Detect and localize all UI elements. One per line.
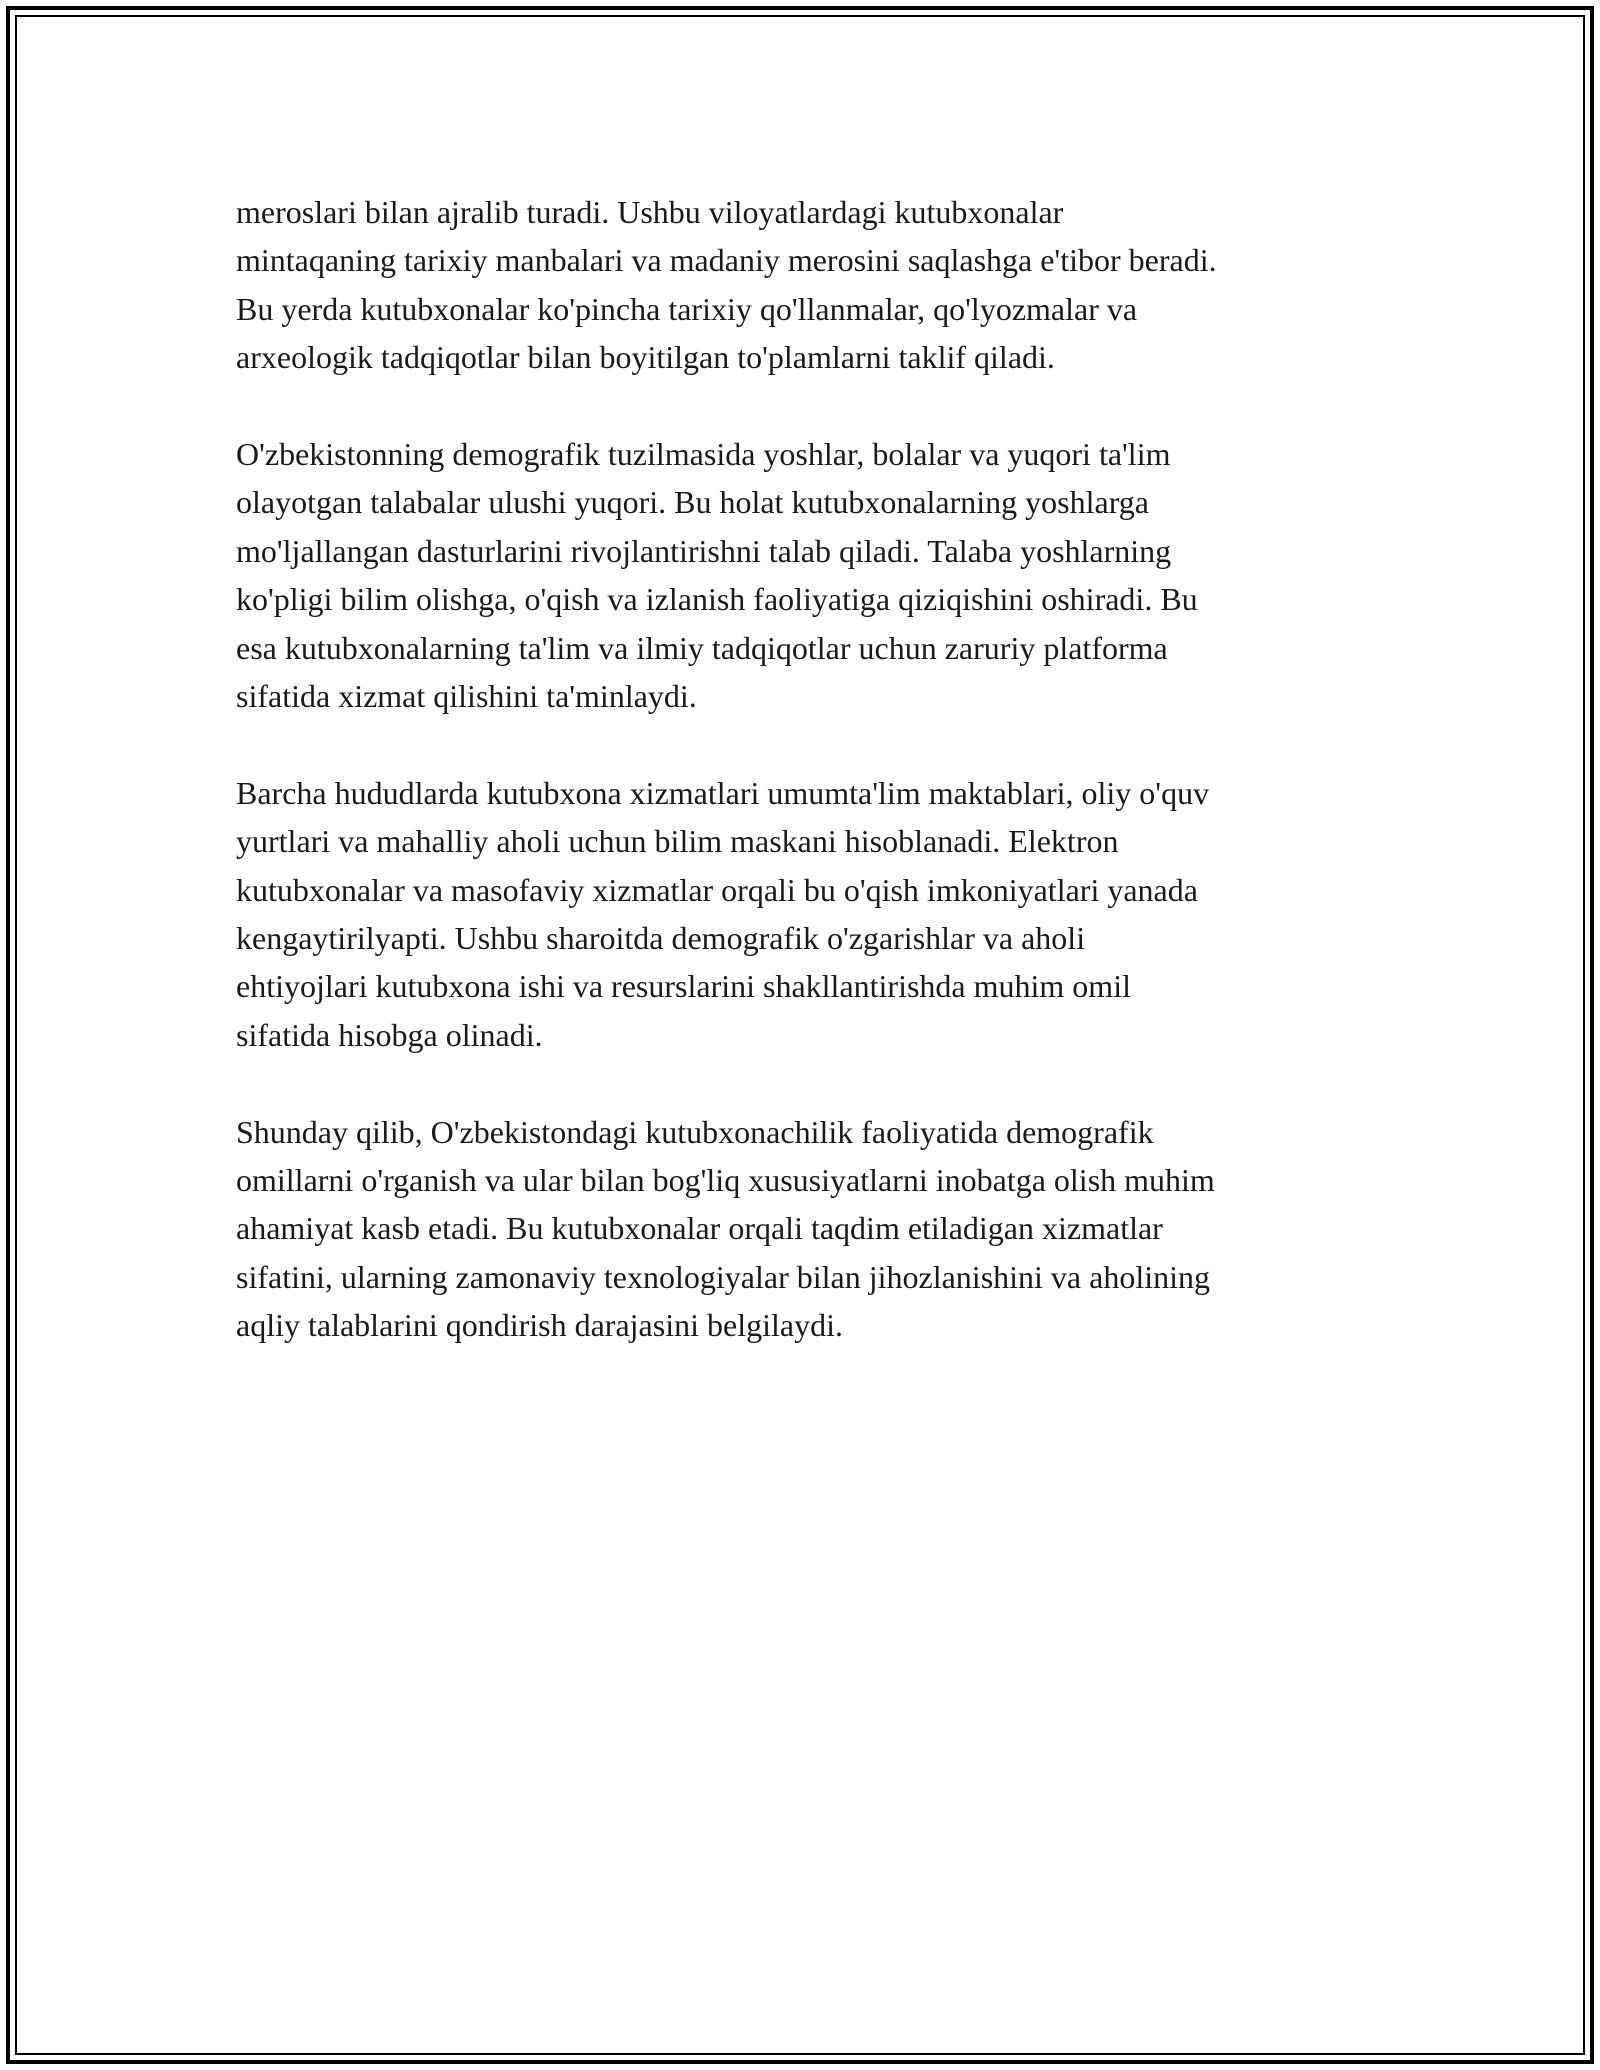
paragraph-2 [236, 430, 1376, 720]
paragraph-3 [236, 769, 1376, 1059]
document-body [236, 188, 1376, 1350]
text-line: esa kutubxonalarning ta'lim va ilmiy tadqiqotlar uchun zaruriy platforma [236, 629, 1168, 666]
text-line: omillarni o'rganish va ular bilan bog'liq xususiyatlarni inobatga olish muhim [236, 1162, 1215, 1199]
text-line: O'zbekistonning demografik tuzilmasida yoshlar, bolalar va yuqori ta'lim [236, 436, 1171, 473]
text-line: kengaytirilyapti. Ushbu sharoitda demografik o'zgarishlar va aholi [236, 920, 1086, 957]
text-line: sifatini, ularning zamonaviy texnologiyalar bilan jihozlanishini va aholining [236, 1258, 1210, 1295]
text-line: aqliy talablarini qondirish darajasini belgilaydi. [236, 1307, 843, 1344]
text-line: ko'pligi bilim olishga, o'qish va izlanish faoliyatiga qiziqishini oshiradi. Bu [236, 581, 1198, 618]
text-line: mintaqaning tarixiy manbalari va madaniy merosini saqlashga e'tibor beradi. [236, 242, 1217, 279]
text-line: meroslari bilan ajralib turadi. Ushbu viloyatlardagi kutubxonalar [236, 194, 1064, 230]
text-line: olayotgan talabalar ulushi yuqori. Bu holat kutubxonalarning yoshlarga [236, 484, 1149, 521]
text-line: Barcha hududlarda kutubxona xizmatlari umumta'lim maktablari, oliy o'quv [236, 774, 1210, 811]
text-line: arxeologik tadqiqotlar bilan boyitilgan to'plamlarni taklif qiladi. [236, 339, 1055, 376]
text-line: Shunday qilib, O'zbekistondagi kutubxonachilik faoliyatida demografik [236, 1113, 1154, 1150]
text-line: mo'ljallangan dasturlarini rivojlantirishni talab qiladi. Talaba yoshlarning [236, 532, 1172, 569]
text-line: kutubxonalar va masofaviy xizmatlar orqali bu o'qish imkoniyatlari yanada [236, 871, 1198, 908]
paragraph-1 [236, 188, 1376, 382]
paragraph-4 [236, 1108, 1376, 1350]
text-line: ahamiyat kasb etadi. Bu kutubxonalar orqali taqdim etiladigan xizmatlar [236, 1210, 1163, 1247]
text-line: sifatida xizmat qilishini ta'minlaydi. [236, 678, 697, 715]
text-line: Bu yerda kutubxonalar ko'pincha tarixiy qo'llanmalar, qo'lyozmalar va [236, 290, 1138, 327]
text-line: yurtlari va mahalliy aholi uchun bilim maskani hisoblanadi. Elektron [236, 823, 1119, 860]
text-line: sifatida hisobga olinadi. [236, 1016, 543, 1053]
text-line: ehtiyojlari kutubxona ishi va resurslarini shakllantirishda muhim omil [236, 968, 1131, 1005]
